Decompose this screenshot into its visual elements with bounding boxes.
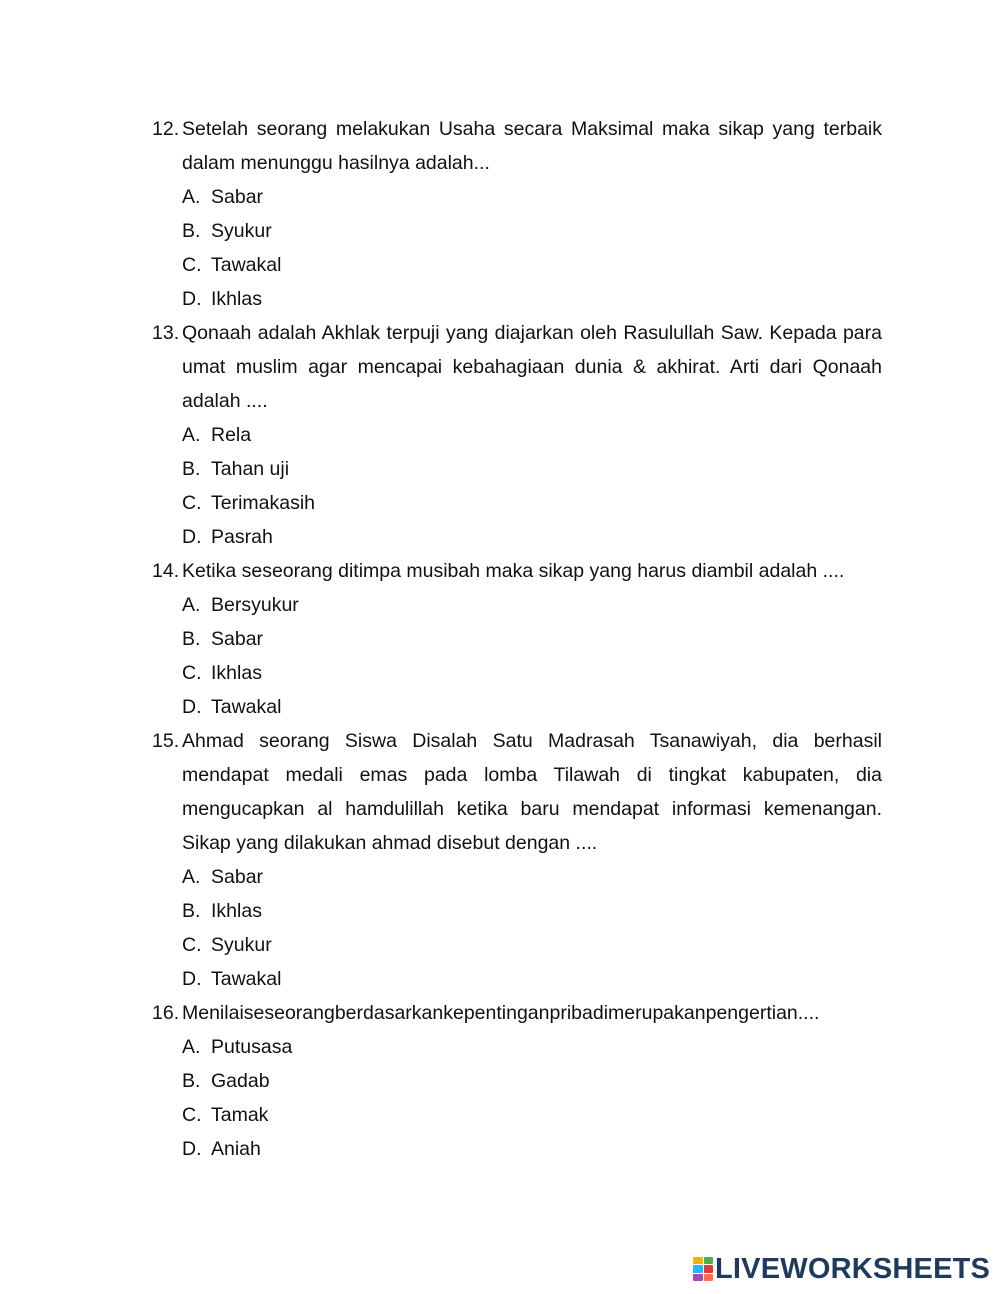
option-c[interactable] [0,928,1000,962]
option-d[interactable] [0,282,1000,316]
question-14 [0,554,1000,724]
option-letter: C. [182,662,202,684]
option-b[interactable] [0,214,1000,248]
logo-text: LIVEWORKSHEETS [715,1252,991,1285]
option-letter: B. [182,900,201,922]
option-c[interactable] [0,248,1000,282]
option-text: Sabar [211,628,264,650]
option-text: Terimakasih [211,492,316,514]
liveworksheets-logo [693,1253,990,1285]
option-letter: A. [182,424,201,446]
option-a[interactable] [0,180,1000,214]
option-letter: D. [182,968,202,990]
logo-tile [704,1257,714,1264]
option-text: Rela [211,424,252,446]
question-text: Menilaiseseorangberdasarkankepentinganpribadimerupakanpengertian.... [182,1002,820,1024]
option-text: Ikhlas [211,288,262,310]
question-16 [0,996,1000,1166]
option-d[interactable] [0,962,1000,996]
question-number: 13. [152,322,180,344]
option-text: Sabar [211,186,264,208]
option-c[interactable] [0,656,1000,690]
option-letter: B. [182,628,201,650]
question-text: Setelah seorang melakukan Usaha secara Maksimal maka sikap yang terbaik dalam menunggu hasilnya adalah... [182,118,882,174]
option-d[interactable] [0,1132,1000,1166]
option-text: Putusasa [211,1036,293,1058]
option-b[interactable] [0,1064,1000,1098]
option-a[interactable] [0,588,1000,622]
option-c[interactable] [0,1098,1000,1132]
option-a[interactable] [0,418,1000,452]
option-text: Bersyukur [211,594,299,616]
question-12 [0,112,1000,316]
option-letter: A. [182,866,201,888]
option-letter: D. [182,696,202,718]
logo-tile [704,1265,714,1272]
logo-tile [704,1274,714,1281]
option-text: Tawakal [211,968,282,990]
option-b[interactable] [0,894,1000,928]
question-number: 12. [152,118,180,140]
question-15 [0,724,1000,996]
option-c[interactable] [0,486,1000,520]
question-number: 14. [152,560,180,582]
option-d[interactable] [0,690,1000,724]
option-letter: B. [182,1070,201,1092]
logo-grid-icon [693,1257,713,1281]
option-d[interactable] [0,520,1000,554]
question-text: Ketika seseorang ditimpa musibah maka sikap yang harus diambil adalah .... [182,560,845,582]
option-letter: C. [182,934,202,956]
option-letter: B. [182,458,201,480]
option-text: Pasrah [211,526,273,548]
option-text: Tawakal [211,696,282,718]
option-b[interactable] [0,622,1000,656]
option-letter: C. [182,1104,202,1126]
question-text: Qonaah adalah Akhlak terpuji yang diajarkan oleh Rasulullah Saw. Kepada para umat muslim agar mencapai kebahagiaan dunia & akhirat. Arti dari Qonaah adalah .... [182,322,882,412]
option-text: Tahan uji [211,458,290,480]
question-text: Ahmad seorang Siswa Disalah Satu Madrasah Tsanawiyah, dia berhasil mendapat medali emas pada lomba Tilawah di tingkat kabupaten, dia mengucapkan al hamdulillah ketika baru mendapat informasi kemenangan. Sikap yang dilakukan ahmad disebut dengan .... [182,730,882,854]
logo-tile [693,1257,703,1264]
option-a[interactable] [0,1030,1000,1064]
option-letter: A. [182,186,201,208]
question-number: 15. [152,730,180,752]
option-text: Tawakal [211,254,282,276]
option-b[interactable] [0,452,1000,486]
option-text: Gadab [211,1070,270,1092]
option-letter: A. [182,1036,201,1058]
option-letter: C. [182,492,202,514]
option-letter: D. [182,1138,202,1160]
logo-tile [693,1274,703,1281]
option-text: Tamak [211,1104,269,1126]
option-letter: D. [182,288,202,310]
option-a[interactable] [0,860,1000,894]
option-text: Syukur [211,934,272,956]
worksheet-page [0,112,1000,1166]
question-number: 16. [152,1002,180,1024]
option-letter: A. [182,594,201,616]
option-text: Syukur [211,220,272,242]
option-text: Sabar [211,866,264,888]
question-13 [0,316,1000,554]
logo-tile [693,1265,703,1272]
option-text: Ikhlas [211,662,262,684]
option-letter: B. [182,220,201,242]
option-letter: C. [182,254,202,276]
option-text: Aniah [211,1138,261,1160]
option-letter: D. [182,526,202,548]
option-text: Ikhlas [211,900,262,922]
